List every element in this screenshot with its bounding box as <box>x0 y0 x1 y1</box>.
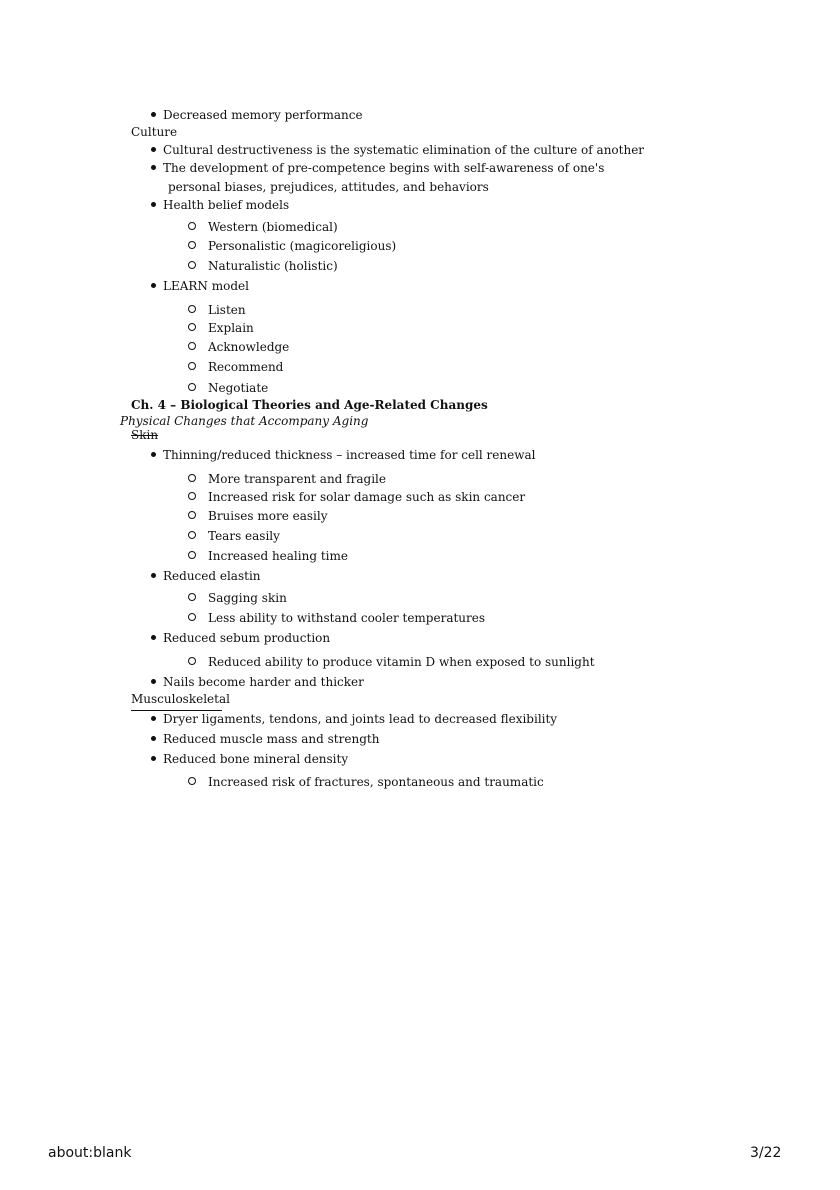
sub-bullet-item: Naturalistic (holistic) <box>208 259 338 273</box>
chapter-heading: Ch. 4 – Biological Theories and Age-Related Changes <box>131 398 488 412</box>
bullet-continuation: personal biases, prejudices, attitudes, and behaviors <box>168 180 489 194</box>
sub-bullet-item: Explain <box>208 321 254 335</box>
section-heading-musculoskeletal: Musculoskeletal <box>131 692 230 706</box>
sub-bullet-item: Reduced ability to produce vitamin D when exposed to sunlight <box>208 655 595 669</box>
section-heading-skin: Skin <box>131 428 159 442</box>
bullet-item: Decreased memory performance <box>163 108 363 122</box>
heading-underline <box>131 710 222 711</box>
sub-bullet-item: Western (biomedical) <box>208 220 338 234</box>
bullet-item: Health belief models <box>163 198 290 212</box>
sub-bullet-item: Negotiate <box>208 381 269 395</box>
bullet-item: Reduced muscle mass and strength <box>163 732 380 746</box>
section-heading-culture: Culture <box>131 125 178 139</box>
sub-bullet-item: Acknowledge <box>208 340 290 354</box>
sub-bullet-item: Increased risk of fractures, spontaneous and traumatic <box>208 775 544 789</box>
bullet-item: Reduced sebum production <box>163 631 331 645</box>
bullet-item: The development of pre-competence begins with self-awareness of one's <box>163 161 605 175</box>
sub-bullet-item: Increased healing time <box>208 549 348 563</box>
sub-bullet-item: Recommend <box>208 360 284 374</box>
sub-bullet-item: More transparent and fragile <box>208 472 386 486</box>
bullet-item: Reduced elastin <box>163 569 261 583</box>
sub-bullet-item: Personalistic (magicoreligious) <box>208 239 397 253</box>
sub-bullet-item: Less ability to withstand cooler temperatures <box>208 611 486 625</box>
bullet-item: Thinning/reduced thickness – increased time for cell renewal <box>163 448 536 462</box>
sub-bullet-item: Tears easily <box>208 529 280 543</box>
footer-page-number: 3/22 <box>750 1145 782 1161</box>
bullet-item: Cultural destructiveness is the systematic elimination of the culture of another <box>163 143 645 157</box>
sub-bullet-item: Listen <box>208 303 246 317</box>
sub-bullet-item: Increased risk for solar damage such as skin cancer <box>208 490 526 504</box>
bullet-item: Reduced bone mineral density <box>163 752 349 766</box>
bullet-item: Dryer ligaments, tendons, and joints lead to decreased flexibility <box>163 712 558 726</box>
subsection-heading: Physical Changes that Accompany Aging <box>120 414 369 428</box>
sub-bullet-item: Bruises more easily <box>208 509 328 523</box>
bullet-item: LEARN model <box>163 279 249 293</box>
footer-url: about:blank <box>48 1145 132 1161</box>
bullet-item: Nails become harder and thicker <box>163 675 364 689</box>
sub-bullet-item: Sagging skin <box>208 591 287 605</box>
